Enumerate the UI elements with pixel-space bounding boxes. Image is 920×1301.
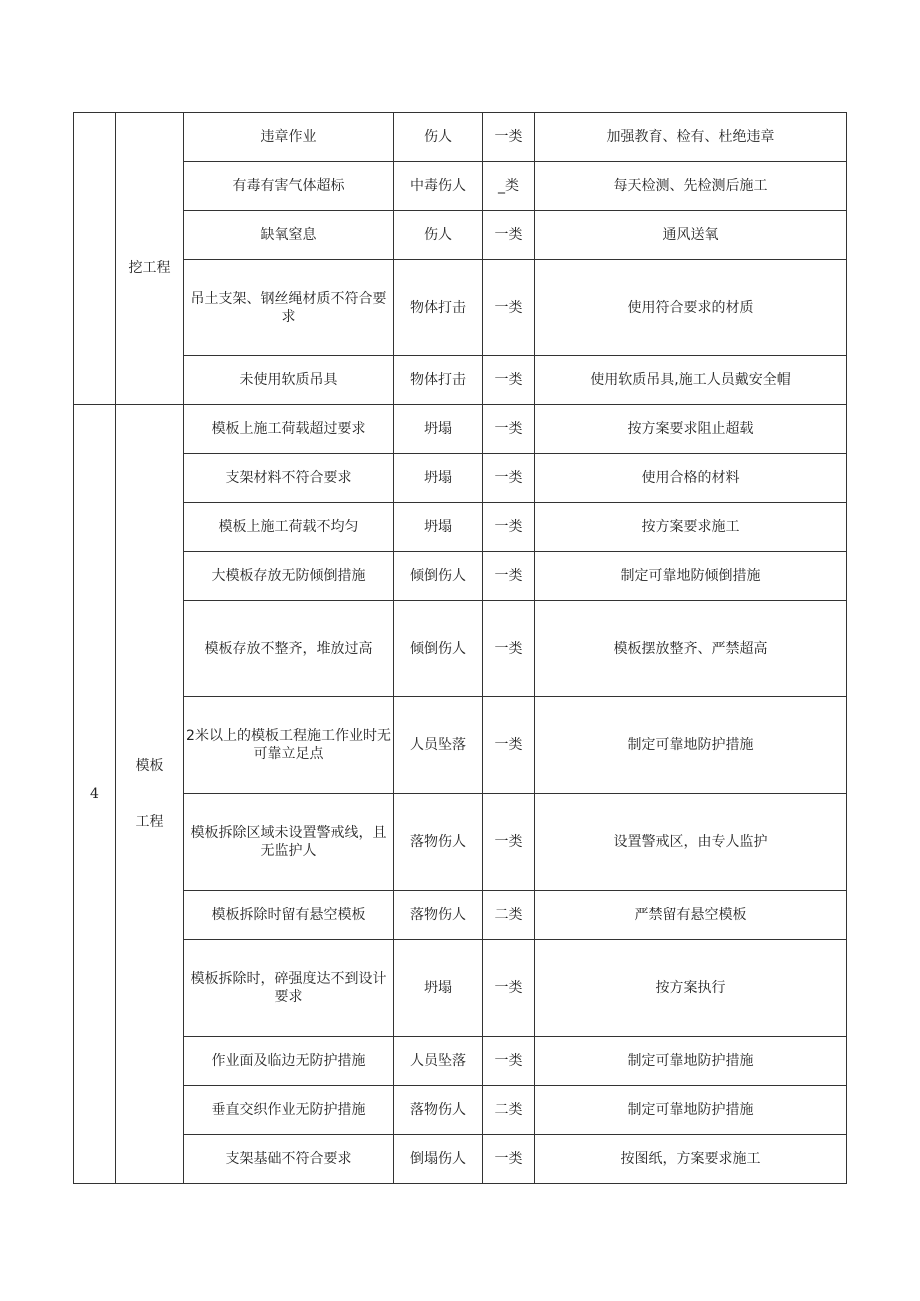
table-row xyxy=(74,356,847,405)
control-measure-cell: 使用符合要求的材质 xyxy=(535,260,847,356)
hazard-table-body xyxy=(74,113,847,1184)
control-measure-cell: 加强教育、检有、杜绝违章 xyxy=(535,113,847,162)
control-measure-cell: 模板摆放整齐、严禁超高 xyxy=(535,601,847,697)
risk-level-cell: 一类 xyxy=(483,940,535,1037)
hazard-cell: 有毒有害气体超标 xyxy=(184,162,394,211)
accident-type-cell: 坍塌 xyxy=(394,454,483,503)
accident-type-cell: 坍塌 xyxy=(394,405,483,454)
accident-type-cell: 落物伤人 xyxy=(394,1086,483,1135)
accident-type-cell: 落物伤人 xyxy=(394,794,483,891)
control-measure-cell: 按图纸，方案要求施工 xyxy=(535,1135,847,1184)
table-row xyxy=(74,503,847,552)
table-row xyxy=(74,113,847,162)
accident-type-cell: 伤人 xyxy=(394,211,483,260)
risk-level-cell: 一类 xyxy=(483,405,535,454)
risk-level-cell: 一类 xyxy=(483,552,535,601)
control-measure-cell: 通风送氧 xyxy=(535,211,847,260)
risk-level-cell: 一类 xyxy=(483,260,535,356)
accident-type-cell: 伤人 xyxy=(394,113,483,162)
hazard-cell: 违章作业 xyxy=(184,113,394,162)
hazard-cell: 吊土支架、钢丝绳材质不符合要求 xyxy=(184,260,394,356)
section-category-cell xyxy=(116,405,184,1184)
accident-type-cell: 倾倒伤人 xyxy=(394,552,483,601)
table-row xyxy=(74,1086,847,1135)
table-row xyxy=(74,405,847,454)
control-measure-cell: 设置警戒区，由专人监护 xyxy=(535,794,847,891)
section-number-cell xyxy=(74,113,116,405)
accident-type-cell: 中毒伤人 xyxy=(394,162,483,211)
risk-level-cell: 一类 xyxy=(483,356,535,405)
control-measure-cell: 严禁留有悬空模板 xyxy=(535,891,847,940)
accident-type-cell: 落物伤人 xyxy=(394,891,483,940)
hazard-cell: 模板上施工荷载不均匀 xyxy=(184,503,394,552)
hazard-cell: 模板上施工荷载超过要求 xyxy=(184,405,394,454)
table-row xyxy=(74,260,847,356)
table-row xyxy=(74,940,847,1037)
accident-type-cell: 倾倒伤人 xyxy=(394,601,483,697)
table-row xyxy=(74,601,847,697)
table-row xyxy=(74,697,847,794)
section-category-cell xyxy=(116,113,184,405)
hazard-cell: 支架材料不符合要求 xyxy=(184,454,394,503)
accident-type-cell: 物体打击 xyxy=(394,260,483,356)
risk-level-cell: 一类 xyxy=(483,1037,535,1086)
hazard-table xyxy=(73,112,847,1184)
hazard-cell: 未使用软质吊具 xyxy=(184,356,394,405)
category-label: 工程 xyxy=(135,814,164,830)
table-row xyxy=(74,162,847,211)
hazard-cell: 模板拆除区域未设置警戒线，且无监护人 xyxy=(184,794,394,891)
control-measure-cell: 制定可靠地防护措施 xyxy=(535,697,847,794)
table-row xyxy=(74,454,847,503)
accident-type-cell: 人员坠落 xyxy=(394,1037,483,1086)
accident-type-cell: 坍塌 xyxy=(394,503,483,552)
table-row xyxy=(74,891,847,940)
risk-level-cell: 一类 xyxy=(483,1135,535,1184)
table-row xyxy=(74,1135,847,1184)
control-measure-cell: 使用软质吊具,施工人员戴安全帽 xyxy=(535,356,847,405)
hazard-cell: 支架基础不符合要求 xyxy=(184,1135,394,1184)
control-measure-cell: 按方案执行 xyxy=(535,940,847,1037)
control-measure-cell: 按方案要求施工 xyxy=(535,503,847,552)
risk-level-cell: 一类 xyxy=(483,601,535,697)
control-measure-cell: 制定可靠地防护措施 xyxy=(535,1037,847,1086)
hazard-cell: 2米以上的模板工程施工作业时无可靠立足点 xyxy=(184,697,394,794)
hazard-cell: 大模板存放无防倾倒措施 xyxy=(184,552,394,601)
risk-level-cell: 二类 xyxy=(483,891,535,940)
risk-level-cell: 一类 xyxy=(483,113,535,162)
hazard-cell: 模板拆除时留有悬空模板 xyxy=(184,891,394,940)
risk-level-cell: _类 xyxy=(483,162,535,211)
section-number-cell: 4 xyxy=(74,405,116,1184)
risk-level-cell: 一类 xyxy=(483,503,535,552)
control-measure-cell: 按方案要求阻止超载 xyxy=(535,405,847,454)
accident-type-cell: 倒塌伤人 xyxy=(394,1135,483,1184)
hazard-cell: 垂直交织作业无防护措施 xyxy=(184,1086,394,1135)
accident-type-cell: 物体打击 xyxy=(394,356,483,405)
control-measure-cell: 制定可靠地防护措施 xyxy=(535,1086,847,1135)
control-measure-cell: 制定可靠地防倾倒措施 xyxy=(535,552,847,601)
hazard-cell: 作业面及临边无防护措施 xyxy=(184,1037,394,1086)
table-row xyxy=(74,552,847,601)
risk-level-cell: 一类 xyxy=(483,211,535,260)
risk-level-cell: 一类 xyxy=(483,697,535,794)
risk-level-cell: 一类 xyxy=(483,794,535,891)
control-measure-cell: 使用合格的材料 xyxy=(535,454,847,503)
accident-type-cell: 人员坠落 xyxy=(394,697,483,794)
control-measure-cell: 每天检测、先检测后施工 xyxy=(535,162,847,211)
hazard-cell: 缺氧窒息 xyxy=(184,211,394,260)
table-row xyxy=(74,211,847,260)
category-label: 挖工程 xyxy=(128,259,171,276)
risk-level-cell: 一类 xyxy=(483,454,535,503)
risk-level-cell: 二类 xyxy=(483,1086,535,1135)
table-row xyxy=(74,794,847,891)
accident-type-cell: 坍塌 xyxy=(394,940,483,1037)
category-label: 模板 xyxy=(135,758,164,774)
table-row xyxy=(74,1037,847,1086)
hazard-cell: 模板拆除时，碎强度达不到设计要求 xyxy=(184,940,394,1037)
hazard-cell: 模板存放不整齐，堆放过高 xyxy=(184,601,394,697)
